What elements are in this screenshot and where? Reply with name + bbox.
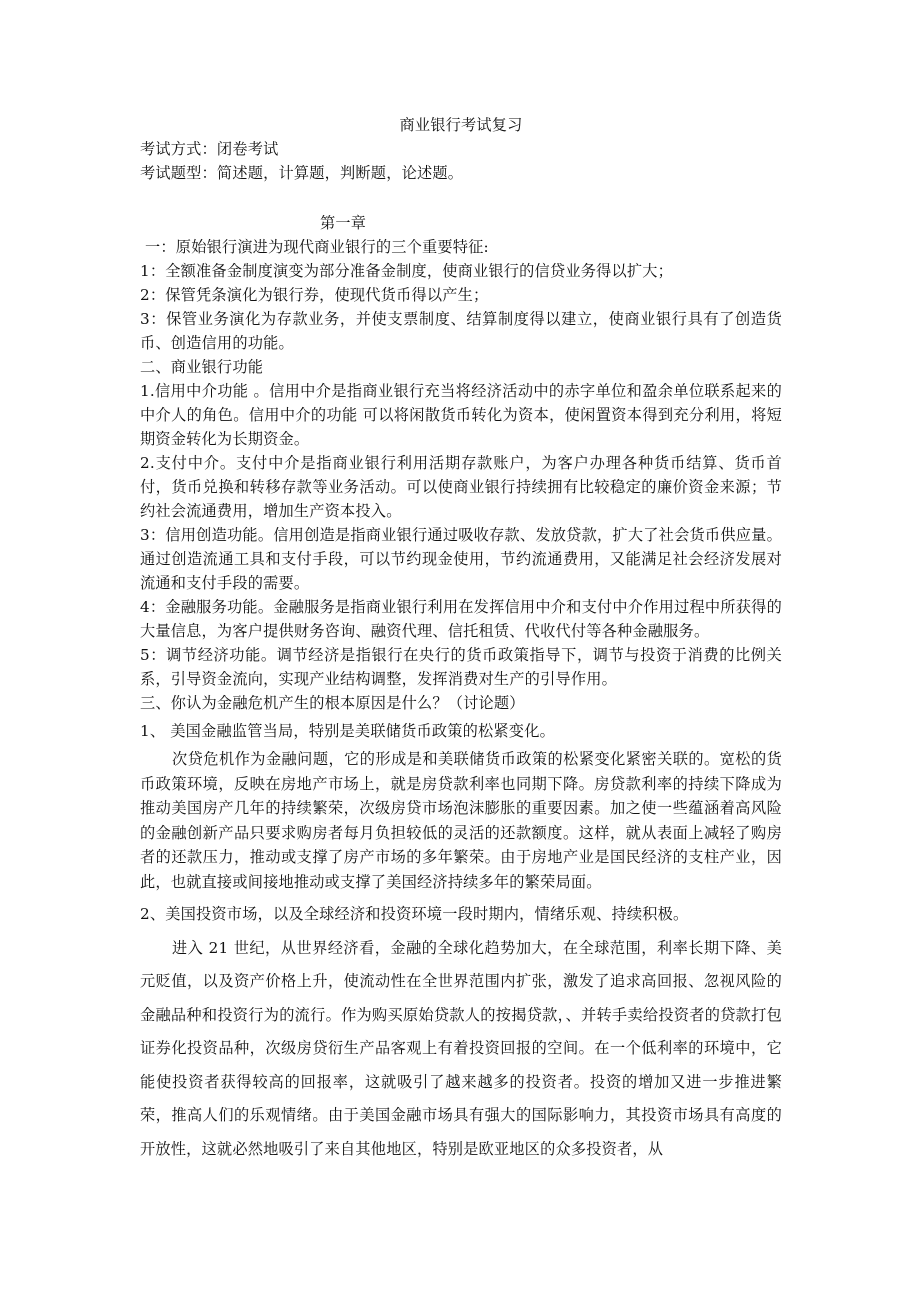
section1-item: 1：全额准备金制度演变为部分准备金制度，使商业银行的信贷业务得以扩大； <box>140 262 674 280</box>
exam-method: 考试方式：闭卷考试 <box>140 140 279 158</box>
section3-point2-body: 进入 21 世纪，从世界经济看，金融的全球化趋势加大，在全球范围，利率长期下降、美元贬值，以及资产价格上升，使流动性在全世界范围内扩张，激发了追求高回报、忽视风险的金融品种和投资行为的流行。作为购买原始贷款人的按揭贷款，、并转手卖给投资者的贷款打包证券化投资品种，次级房贷衍生产品客观上有着投资回报的空间。在一个低利率的环境中，它能使投资者获得较高的回报率，这就吸引了越来越多的投资者。投资的增加又进一步推进繁荣，推高人们的乐观情绪。由于美国金融市场具有强大的国际影响力，其投资市场具有高度的开放性，这就必然地吸引了来自其他地区，特别是欧亚地区的众多投资者，从 <box>140 938 782 1158</box>
section2-item: 1.信用中介功能 。信用中介是指商业银行充当将经济活动中的赤字单位和盈余单位联系起来的中介人的角色。信用中介的功能 可以将闲散货币转化为资本，使闲置资本得到充分利用，将短期资金转化为长期资金。 <box>140 382 782 448</box>
section2-heading: 二、商业银行功能 <box>140 358 264 376</box>
document-title: 商业银行考试复习 <box>399 116 523 134</box>
section3-point2-heading: 2、美国投资市场，以及全球经济和投资环境一段时期内，情绪乐观、持续积极。 <box>140 905 689 923</box>
section2-item: 2.支付中介。支付中介是指商业银行利用活期存款账户，为客户办理各种货币结算、货币首付，货币兑换和转移存款等业务活动。可以使商业银行持续拥有比较稳定的廉价资金来源；节约社会流通费用，增加生产资本投入。 <box>140 454 782 520</box>
exam-types: 考试题型：简述题，计算题，判断题，论述题。 <box>140 164 464 182</box>
section3-point1-heading: 1、 美国金融监管当局，特别是美联储货币政策的松紧变化。 <box>140 722 555 740</box>
chapter-heading: 第一章 <box>320 214 367 232</box>
document-page <box>140 113 782 1166</box>
section1-item: 2：保管凭条演化为银行券，使现代货币得以产生； <box>140 286 489 304</box>
section2-item: 4：金融服务功能。金融服务是指商业银行利用在发挥信用中介和支付中介作用过程中所获得的大量信息，为客户提供财务咨询、融资代理、信托租赁、代收代付等各种金融服务。 <box>140 598 782 640</box>
section3-heading: 三、你认为金融危机产生的根本原因是什么？（讨论题） <box>140 694 525 712</box>
section2-item: 5：调节经济功能。调节经济是指银行在央行的货币政策指导下，调节与投资于消费的比例关系，引导资金流向，实现产业结构调整，发挥消费对生产的引导作用。 <box>140 646 782 688</box>
section3-point1-body: 次贷危机作为金融问题，它的形成是和美联储货币政策的松紧变化紧密关联的。宽松的货币政策环境，反映在房地产市场上，就是房贷款利率也同期下降。房贷款利率的持续下降成为推动美国房产几年的持续繁荣，次级房贷市场泡沫膨胀的重要因素。加之使一些蕴涵着高风险的金融创新产品只要求购房者每月负担较低的灵活的还款额度。这样，就从表面上减轻了购房者的还款压力，推动或支撑了房产市场的多年繁荣。由于房地产业是国民经济的支柱产业，因此，也就直接或间接地推动或支撑了美国经济持续多年的繁荣局面。 <box>140 750 782 891</box>
section1-heading: 一：原始银行演进为现代商业银行的三个重要特征: <box>140 238 489 256</box>
blank-line <box>140 185 782 211</box>
section2-item: 3：信用创造功能。信用创造是指商业银行通过吸收存款、发放贷款，扩大了社会货币供应量。通过创造流通工具和支付手段，可以节约现金使用，节约流通费用，又能满足社会经济发展对流通和支付手段的需要。 <box>140 526 782 592</box>
section1-item: 3：保管业务演化为存款业务，并使支票制度、结算制度得以建立，使商业银行具有了创造货币、创造信用的功能。 <box>140 310 782 352</box>
